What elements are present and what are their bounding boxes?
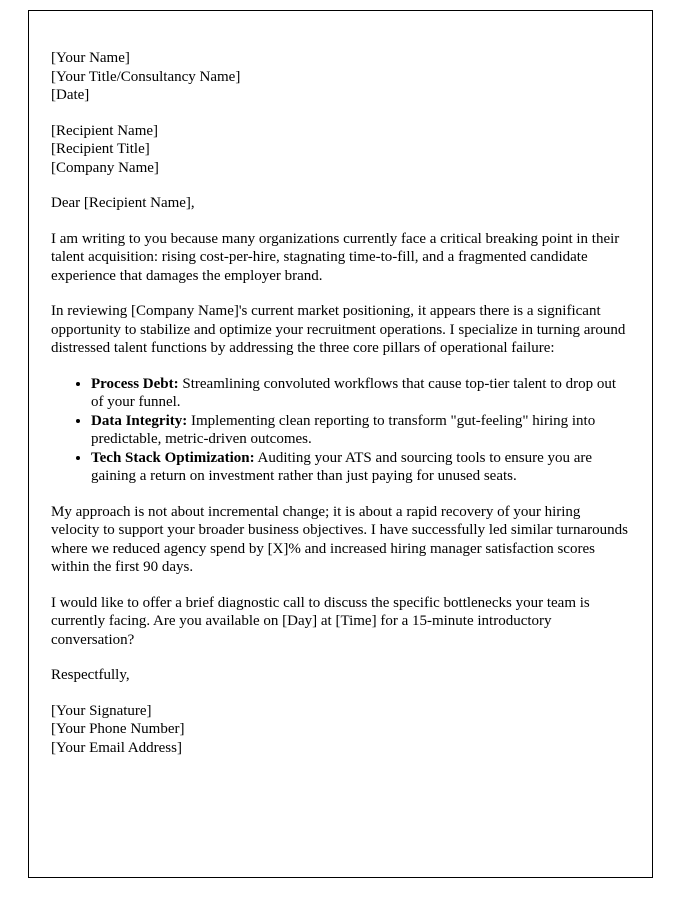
list-item — [91, 412, 630, 449]
paragraph-approach: My approach is not about incremental change; it is about a rapid recovery of your hiring velocity to support your broader business objectives. I have successfully led similar turnarounds where we reduced agency spend by [X]% and increased hiring manager satisfaction scores within the first 90 days. — [51, 503, 628, 575]
paragraph-call-to-action: I would like to offer a brief diagnostic call to discuss the specific bottlenecks your team is currently facing. Are you available on [Day] at [Time] for a 15-minute introductory conversation? — [51, 594, 590, 648]
letter-date: [Date] — [51, 87, 90, 103]
signature-name: [Your Signature] — [51, 702, 152, 719]
sender-block — [51, 49, 630, 105]
bullet-label: Process Debt: — [91, 375, 179, 392]
closing: Respectfully, — [51, 667, 130, 683]
recipient-block — [51, 122, 630, 178]
list-item — [91, 449, 630, 486]
recipient-company: [Company Name] — [51, 159, 159, 176]
sender-name: [Your Name] — [51, 50, 130, 66]
letter-page — [28, 10, 653, 878]
recipient-name: [Recipient Name] — [51, 122, 159, 139]
signature-block — [51, 702, 630, 758]
paragraph-intro: I am writing to you because many organizations currently face a critical breaking point in their talent acquisition: rising cost-per-hire, stagnating time-to-fill, and a fragmented candidate experience that damages the employer brand. — [51, 230, 620, 284]
recipient-title: [Recipient Title] — [51, 141, 150, 157]
bullet-label: Data Integrity: — [91, 412, 188, 429]
list-item — [91, 375, 630, 412]
sender-title: [Your Title/Consultancy Name] — [51, 68, 241, 85]
signature-email: [Your Email Address] — [51, 739, 182, 756]
bullet-text: Implementing clean reporting to transform "gut-feeling" hiring into predictable, metric-driven outcomes. — [91, 412, 596, 447]
signature-phone: [Your Phone Number] — [51, 721, 185, 737]
bullet-text: Streamlining convoluted workflows that cause top-tier talent to drop out of your funnel. — [91, 375, 617, 410]
bullet-text: Auditing your ATS and sourcing tools to ensure you are gaining a return on investment rather than just paying for unused seats. — [91, 449, 593, 484]
bullet-label: Tech Stack Optimization: — [91, 449, 255, 466]
salutation: Dear [Recipient Name], — [51, 195, 195, 211]
pillars-list — [51, 375, 630, 486]
paragraph-positioning: In reviewing [Company Name]'s current market positioning, it appears there is a significant opportunity to stabilize and optimize your recruitment operations. I specialize in turning around distressed talent functions by addressing the three core pillars of operational failure: — [51, 303, 626, 356]
